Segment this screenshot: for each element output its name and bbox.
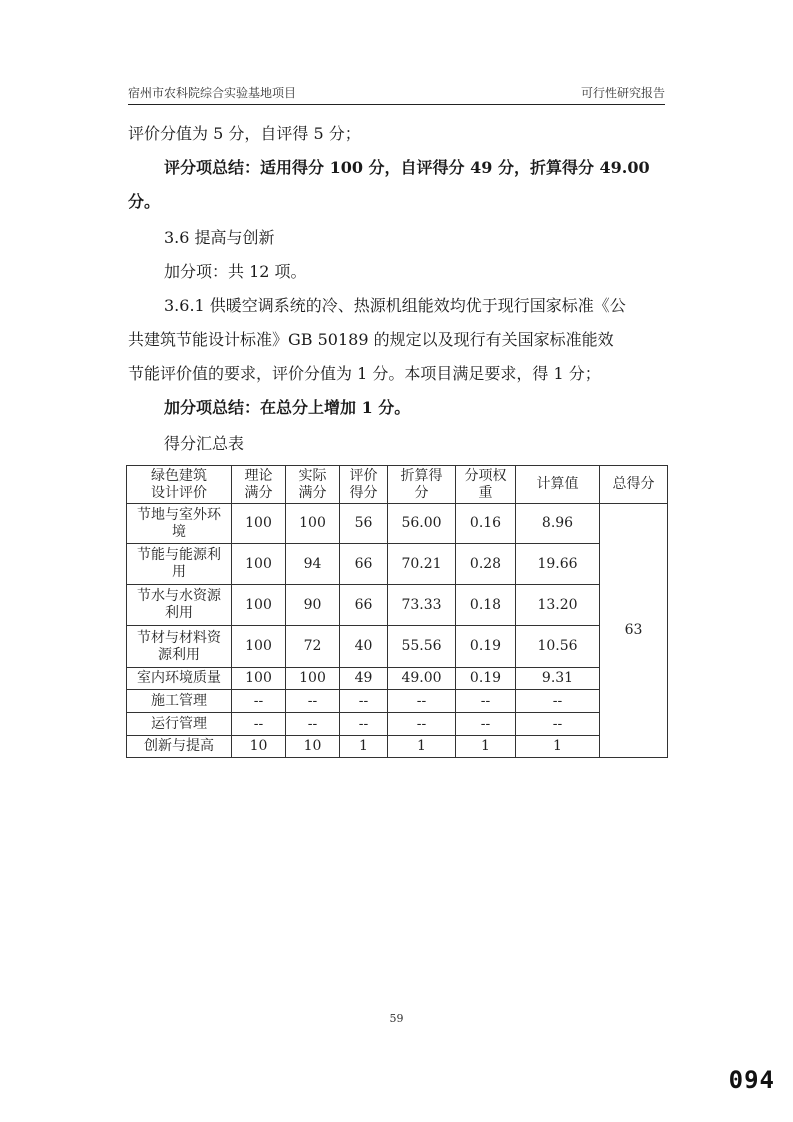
table-cell: -- (456, 690, 516, 713)
table-cell: 40 (340, 626, 388, 668)
table-cell: 0.28 (456, 544, 516, 585)
table-header-row (127, 466, 668, 504)
table-header-cell: 计算值 (516, 466, 600, 504)
text-line-score: 评价分值为 5 分，自评得 5 分； (128, 124, 361, 143)
table-cell: -- (388, 690, 456, 713)
page-number: 59 (389, 1012, 404, 1025)
table-row-label: 室内环境质量 (127, 668, 232, 690)
table-cell: -- (340, 713, 388, 736)
table-header-cell: 绿色建筑 设计评价 (127, 466, 232, 504)
section-title: 3.6 提高与创新 (164, 228, 275, 247)
table-cell: 72 (286, 626, 340, 668)
table-row (127, 713, 668, 736)
table-cell: 1 (388, 736, 456, 758)
table-header-cell: 评价 得分 (340, 466, 388, 504)
table-cell: 1 (516, 736, 600, 758)
table-row-label: 施工管理 (127, 690, 232, 713)
table-header-cell: 理论 满分 (232, 466, 286, 504)
table-header-cell: 分项权 重 (456, 466, 516, 504)
total-score-cell: 63 (600, 504, 668, 758)
table-cell: -- (232, 713, 286, 736)
page-header (128, 78, 665, 105)
table-cell: 10 (286, 736, 340, 758)
table-row (127, 585, 668, 626)
table-row-label: 创新与提高 (127, 736, 232, 758)
table-cell: 49.00 (388, 668, 456, 690)
table-cell: -- (516, 690, 600, 713)
table-cell: 90 (286, 585, 340, 626)
bonus-count: 加分项：共 12 项。 (164, 262, 307, 281)
header-report-title: 可行性研究报告 (580, 86, 665, 100)
table-cell: 100 (232, 504, 286, 544)
table-cell: 1 (340, 736, 388, 758)
table-title: 得分汇总表 (164, 434, 245, 453)
table-row (127, 736, 668, 758)
table-row-label: 运行管理 (127, 713, 232, 736)
table-cell: -- (286, 690, 340, 713)
table-cell: 100 (232, 626, 286, 668)
table-cell: -- (232, 690, 286, 713)
table-cell: 100 (232, 585, 286, 626)
table-cell: 70.21 (388, 544, 456, 585)
table-row-label: 节地与室外环 境 (127, 504, 232, 544)
paragraph-361-line3: 节能评价值的要求，评价分值为 1 分。本项目满足要求，得 1 分； (128, 364, 601, 383)
table-row (127, 626, 668, 668)
handwritten-page-stamp: 094 (728, 1066, 775, 1094)
bonus-summary: 加分项总结：在总分上增加 1 分。 (164, 398, 411, 417)
table-row (127, 504, 668, 544)
paragraph-361-line2: 共建筑节能设计标准》GB 50189 的规定以及现行有关国家标准能效 (128, 330, 614, 349)
table-cell: 66 (340, 585, 388, 626)
table-row-label: 节水与水资源 利用 (127, 585, 232, 626)
table-row (127, 668, 668, 690)
table-cell: 1 (456, 736, 516, 758)
table-cell: 100 (286, 504, 340, 544)
table-cell: 55.56 (388, 626, 456, 668)
table-header-cell: 折算得 分 (388, 466, 456, 504)
table-cell: 19.66 (516, 544, 600, 585)
table-header-cell: 实际 满分 (286, 466, 340, 504)
header-project-title: 宿州市农科院综合实验基地项目 (128, 86, 297, 100)
table-cell: -- (516, 713, 600, 736)
table-cell: 100 (232, 544, 286, 585)
table-row (127, 690, 668, 713)
table-cell: 56 (340, 504, 388, 544)
table-cell: 0.18 (456, 585, 516, 626)
paragraph-361-line1: 3.6.1 供暖空调系统的冷、热源机组能效均优于现行国家标准《公 (164, 296, 626, 315)
score-summary-line2: 分。 (128, 192, 161, 211)
table-cell: 10 (232, 736, 286, 758)
table-cell: 100 (232, 668, 286, 690)
table-cell: 9.31 (516, 668, 600, 690)
table-cell: 0.19 (456, 668, 516, 690)
table-cell: 73.33 (388, 585, 456, 626)
table-row-label: 节材与材料资 源利用 (127, 626, 232, 668)
table-cell: 49 (340, 668, 388, 690)
score-summary-line1: 评分项总结：适用得分 100 分，自评得分 49 分，折算得分 49.00 (164, 158, 650, 177)
table-cell: 10.56 (516, 626, 600, 668)
table-header-cell: 总得分 (600, 466, 668, 504)
table-cell: 100 (286, 668, 340, 690)
table-row (127, 544, 668, 585)
table-row-label: 节能与能源利 用 (127, 544, 232, 585)
table-cell: 0.16 (456, 504, 516, 544)
table-cell: -- (286, 713, 340, 736)
score-summary-table (126, 465, 668, 758)
table-cell: 8.96 (516, 504, 600, 544)
table-cell: -- (388, 713, 456, 736)
table-cell: 56.00 (388, 504, 456, 544)
table-cell: 94 (286, 544, 340, 585)
table-cell: 13.20 (516, 585, 600, 626)
table-cell: 0.19 (456, 626, 516, 668)
table-cell: -- (340, 690, 388, 713)
table-cell: 66 (340, 544, 388, 585)
table-cell: -- (456, 713, 516, 736)
